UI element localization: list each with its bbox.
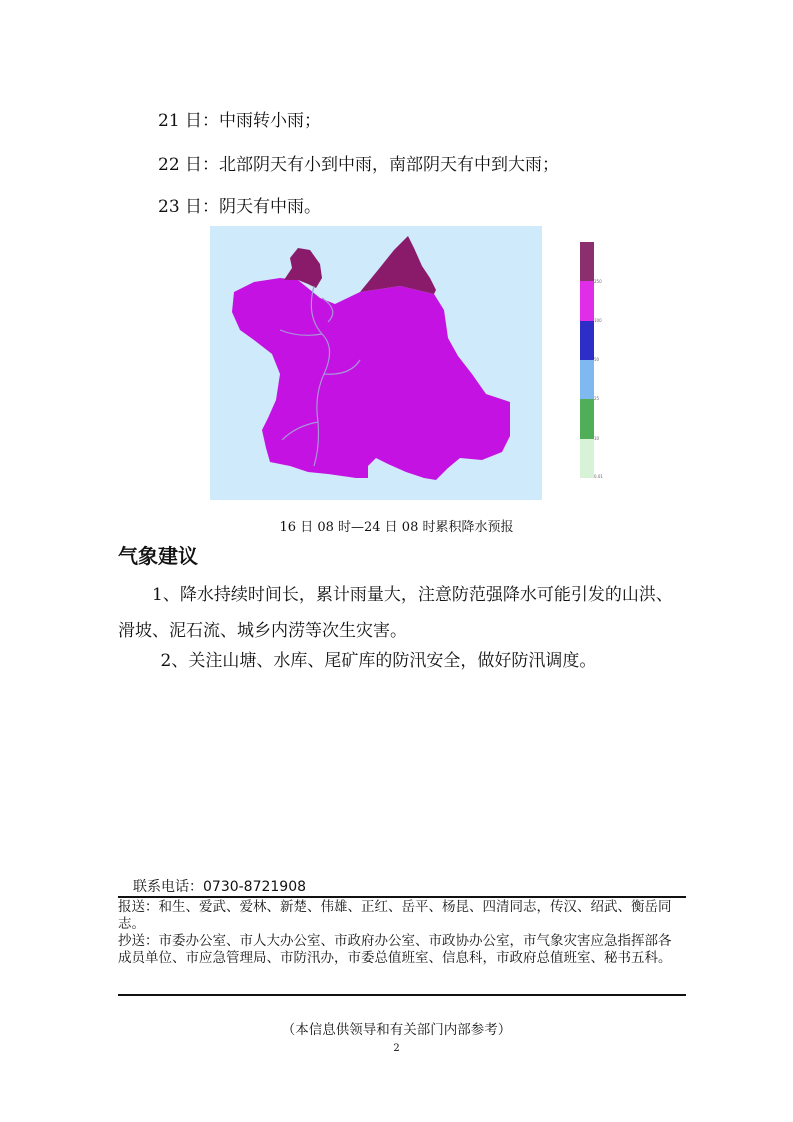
divider-top [118,896,686,898]
legend-label: 100 [594,318,602,323]
precipitation-map [210,226,542,500]
forecast-day-22: 22 日：北部阴天有小到中雨，南部阴天有中到大雨； [158,155,560,175]
contact-phone: 联系电话：0730-8721908 [133,879,307,895]
legend-swatch-100 [580,281,594,321]
advice-title: 气象建议 [118,544,198,568]
forecast-day-23: 23 日：阴天有中雨。 [158,197,322,217]
advice-item-2: 2、关注山塘、水库、尾矿库的防汛安全，做好防汛调度。 [160,651,597,671]
legend-label: 10 [594,436,600,441]
internal-reference-notice: （本信息供领导和有关部门内部参考） [281,1022,512,1038]
legend-label: 0.01 [594,474,603,479]
copy-to-list: 抄送：市委办公室、市人大办公室、市政府办公室、市政协办公室，市气象灾害应急指挥部各成员单位、市应急管理局、市防汛办，市委总值班室、信息科，市政府总值班室、秘书五科。 [118,933,672,966]
legend-swatch-001 [580,439,594,478]
map-caption: 16 日 08 时—24 日 08 时累积降水预报 [279,520,514,535]
region-main [232,278,510,480]
legend-swatch-25 [580,360,594,399]
legend-swatch-10 [580,399,594,439]
region-north-east [360,236,436,294]
precipitation-map-graphic [210,226,542,500]
legend-swatch-250 [580,242,594,281]
advice-item-1: 1、降水持续时间长，累计雨量大，注意防范强降水可能引发的山洪、滑坡、泥石流、城乡内涝等次生灾害。 [118,585,673,641]
divider-bottom [118,994,686,996]
precipitation-legend [580,242,603,479]
page-number: 2 [393,1043,400,1054]
legend-swatch-50 [580,321,594,360]
report-to-list: 报送：和生、爱武、爱林、新楚、伟雄、正红、岳平、杨昆、四清同志，传汉、绍武、衡岳同志。 [118,899,672,932]
legend-label: 25 [594,396,600,401]
forecast-day-21: 21 日：中雨转小雨； [158,111,322,131]
legend-label: 50 [594,357,600,362]
legend-label: 250 [594,279,602,284]
